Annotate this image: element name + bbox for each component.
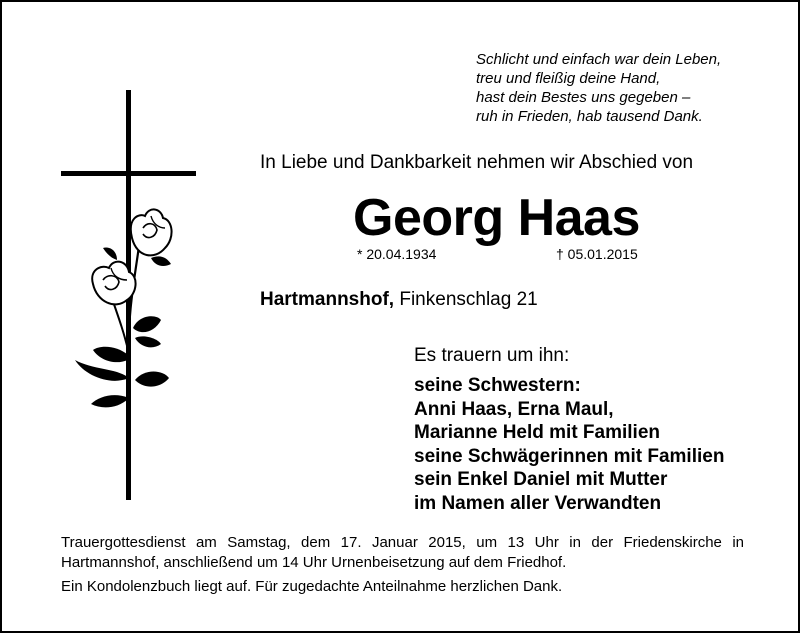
address — [260, 289, 538, 311]
poem — [476, 50, 721, 126]
mourner-line: Marianne Held mit Familien — [414, 422, 660, 444]
poem-line: ruh in Frieden, hab tausend Dank. — [476, 108, 703, 125]
poem-line: hast dein Bestes uns gegeben – — [476, 89, 691, 106]
poem-line: Schlicht und einfach war dein Leben, — [476, 51, 722, 68]
mourner-line: seine Schwestern: — [414, 375, 581, 396]
birth-date: * 20.04.1934 — [357, 246, 437, 262]
footer — [61, 533, 744, 597]
mourner-line: seine Schwägerinnen mit Familien — [414, 445, 725, 467]
mourners-title: Es trauern um ihn: — [414, 345, 570, 366]
address-town: Hartmannshof, — [260, 289, 395, 310]
poem-line: treu und fleißig deine Hand, — [476, 70, 661, 87]
address-street: Finkenschlag 21 — [399, 289, 538, 310]
mourner-line: Anni Haas, Erna Maul, — [414, 398, 614, 420]
condolence-note: Ein Kondolenzbuch liegt auf. Für zugedachte Anteilnahme herzlichen Dank. — [61, 578, 563, 595]
mourner-line: im Namen aller Verwandten — [414, 492, 662, 514]
mourners-list — [414, 374, 724, 516]
mourner-line: sein Enkel Daniel mit Mutter — [414, 469, 668, 491]
service-info: Trauergottesdienst am Samstag, dem 17. Januar 2015, um 13 Uhr in der Friedenskirche in Hartmannshof, anschließend um 14 Uhr Urnenbeisetzung auf dem Friedhof. — [61, 534, 744, 571]
cross-with-rose-icon — [57, 88, 207, 508]
deceased-name: Georg Haas — [353, 189, 640, 247]
death-date: † 05.01.2015 — [556, 246, 638, 262]
intro-text: In Liebe und Dankbarkeit nehmen wir Abschied von — [260, 152, 694, 173]
